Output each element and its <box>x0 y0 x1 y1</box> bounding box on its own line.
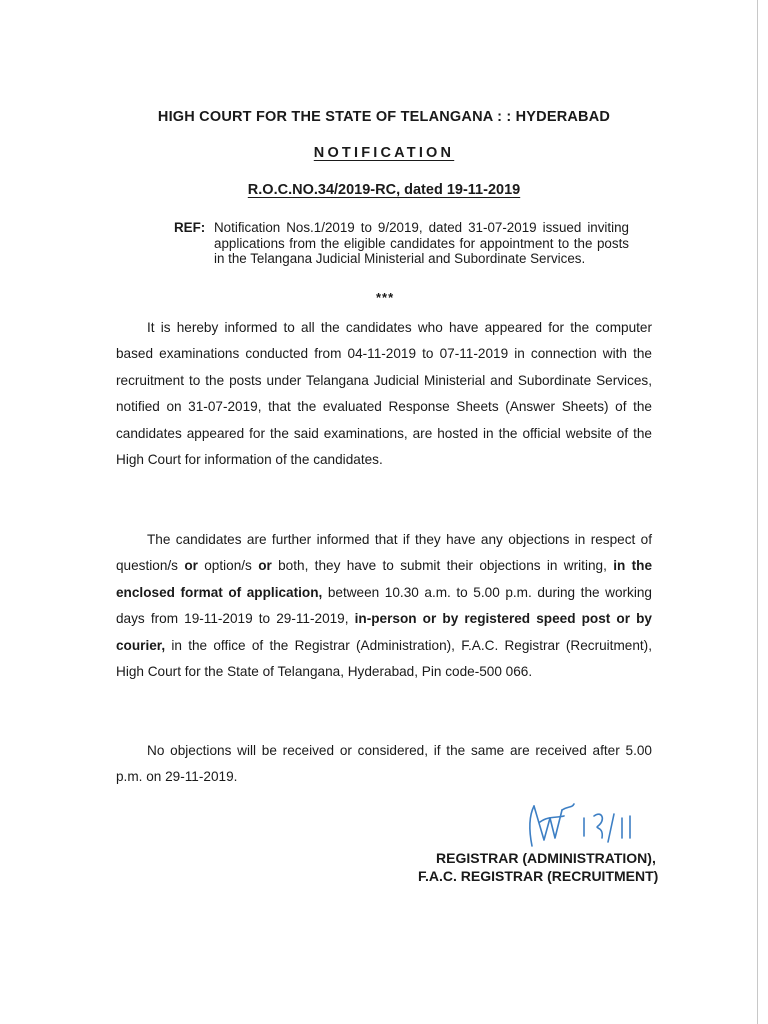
signatory-block <box>418 849 659 885</box>
paragraph-2-bold: in the enclosed format of application, <box>116 558 653 600</box>
paragraph-2-bold: or <box>258 558 272 574</box>
paragraph-1: It is hereby informed to all the candidates who have appeared for the computer based examinations conducted from 04-11-2019 to 07-11-2019 in connection with the recruitment to the posts under Telangana Judicial Ministerial and Subordinate Services, notified on 31-07-2019, that the evaluated Response Sheets (Answer Sheets) of the candidates appeared for the said examinations, are hosted in the official website of the High Court for information of the candidates. <box>116 320 652 468</box>
paragraph-2-text: option/s <box>197 558 259 574</box>
paragraph-2-bold: or <box>184 558 198 574</box>
roc-number: R.O.C.NO.34/2019-RC, dated 19-11-2019 <box>247 182 521 198</box>
paragraph-2-text: between 10.30 a.m. to 5.00 p.m. during the working days from 19-11-2019 to 29-11-2019, <box>116 584 652 627</box>
paragraph-2-text: The candidates are further informed that if they have any objections in respect of question/s <box>116 532 652 574</box>
court-heading: HIGH COURT FOR THE STATE OF TELANGANA : : HYDERABAD <box>157 109 611 125</box>
paragraph-2-bold: in-person or by registered speed post or by courier, <box>116 611 652 653</box>
paragraph-2-text: both, they have to submit their objections in writing, <box>271 558 614 574</box>
reference-text: Notification Nos.1/2019 to 9/2019, dated 31-07-2019 issued inviting applications from the eligible candidates for appointment to the posts in the Telangana Judicial Ministerial and Subordinate Services. <box>214 220 629 267</box>
signatory-title-1: REGISTRAR (ADMINISTRATION), <box>436 850 656 866</box>
handwritten-signature <box>522 796 662 856</box>
paragraph-3: No objections will be received or considered, if the same are received after 5.00 p.m. on 29-11-2019. <box>116 743 652 785</box>
reference-label: REF: <box>174 220 206 235</box>
paragraph-2-text: in the office of the Registrar (Administration), F.A.C. Registrar (Recruitment), High Court for the State of Telangana, Hyderabad, Pin code-500 066. <box>116 637 652 680</box>
reference-block <box>174 220 629 267</box>
notification-heading: NOTIFICATION <box>313 145 455 161</box>
signatory-title-2: F.A.C. REGISTRAR (RECRUITMENT) <box>418 868 659 884</box>
paragraph-2 <box>116 527 652 685</box>
separator-stars: *** <box>376 290 395 305</box>
